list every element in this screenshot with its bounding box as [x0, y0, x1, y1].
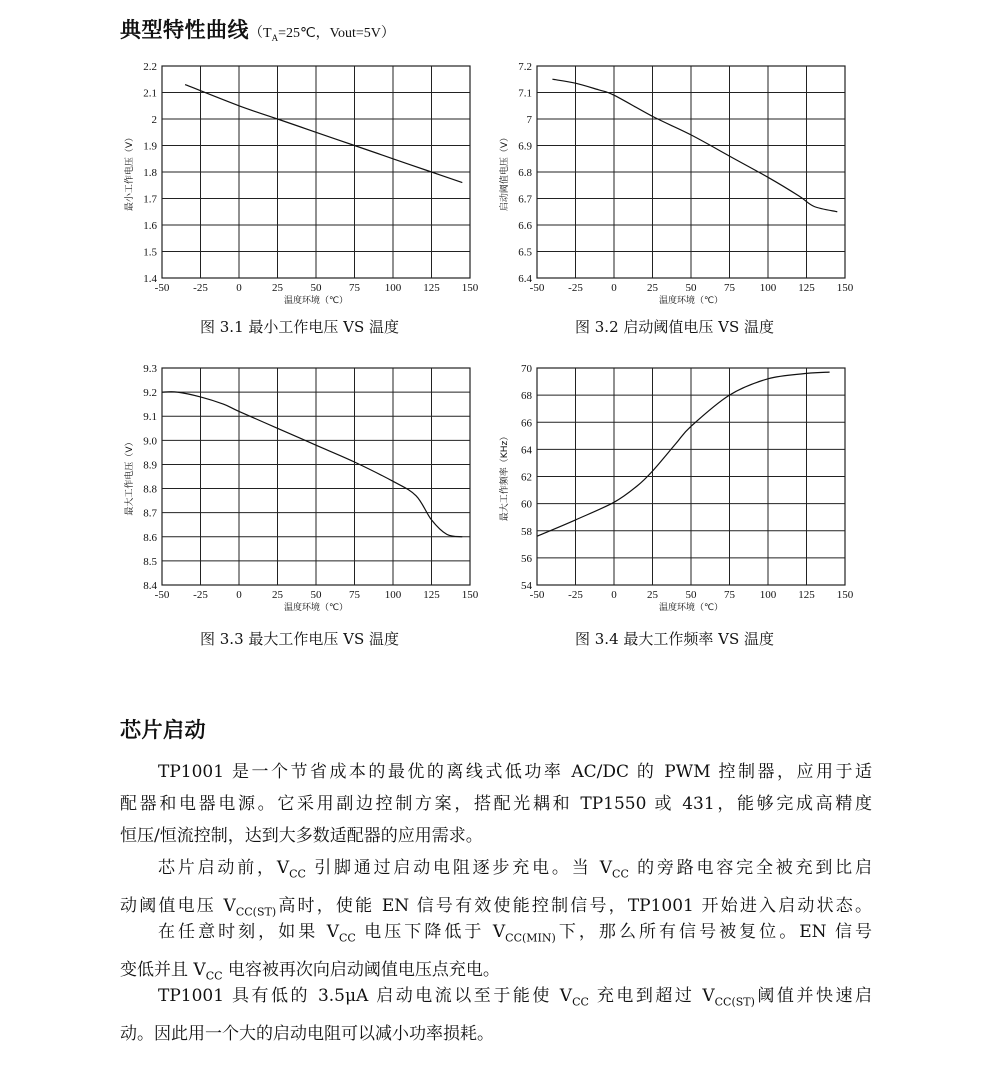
x-tick-label: 0	[236, 589, 242, 601]
x-tick-label: 125	[798, 589, 815, 601]
x-tick-label: -50	[529, 282, 545, 294]
paragraph-4	[120, 980, 872, 1050]
y-tick-label: 7.1	[518, 87, 532, 100]
x-axis-label: 温度环境（℃）	[283, 603, 349, 613]
y-tick-label: 8.7	[143, 507, 157, 520]
paragraph-3-line-2: 变低并且 $V_{CC}$ 电容被再次向启动阈值电压点充电。	[120, 960, 500, 983]
x-tick-label: 75	[724, 589, 735, 601]
y-tick-label: 2	[151, 114, 157, 126]
y-tick-label: 1.6	[143, 220, 157, 232]
x-axis-label: 温度环境（℃）	[658, 296, 724, 306]
test-conditions-note: （$T_A=25℃$，Vout=5V）	[249, 26, 395, 43]
x-tick-label: 0	[611, 589, 617, 601]
x-tick-label: 0	[236, 282, 242, 294]
x-tick-label: 50	[685, 589, 697, 601]
caption-fig-3-4: 图 3.4 最大工作频率 VS 温度	[575, 630, 775, 648]
chart-max-operating-frequency	[495, 360, 875, 615]
x-tick-label: 125	[798, 282, 815, 294]
section-title-chip-startup: 芯片启动	[120, 718, 206, 742]
paragraph-1-line-2: 配器和电器电源。它采用副边控制方案，搭配光耦和 TP1550 或 431，能够完成高精度	[120, 794, 872, 814]
x-tick-label: 125	[423, 589, 440, 601]
caption-fig-3-3: 图 3.3 最大工作电压 VS 温度	[200, 630, 400, 648]
y-tick-label: 1.5	[143, 246, 157, 259]
y-tick-label: 68	[521, 390, 532, 403]
y-tick-label: 70	[521, 363, 532, 375]
y-tick-label: 1.8	[143, 167, 157, 179]
x-tick-label: 25	[647, 589, 658, 601]
x-tick-label: 125	[423, 282, 440, 294]
y-tick-label: 9.3	[143, 363, 157, 375]
caption-fig-3-1: 图 3.1 最小工作电压 VS 温度	[200, 318, 400, 336]
y-tick-label: 6.9	[518, 140, 532, 153]
y-axis-label: 最大工作频率（KHz）	[500, 431, 510, 522]
x-tick-label: 75	[349, 589, 360, 601]
x-tick-label: 100	[759, 589, 777, 601]
chart-max-operating-voltage	[120, 360, 500, 615]
y-tick-label: 60	[521, 498, 532, 511]
y-tick-label: 66	[521, 417, 532, 430]
paragraph-4-line-1: TP1001 具有低的 3.5μA 启动电流以至于能使 $V_{CC}$ 充电到超过 $V_{CC(ST)}$阈值并快速启	[158, 986, 872, 1009]
y-tick-label: 1.4	[143, 273, 157, 285]
paragraph-3-line-1: 在任意时刻，如果 $V_{CC}$ 电压下降低于 $V_{CC(MIN)}$下，那么所有信号被复位。EN 信号	[158, 922, 872, 945]
y-tick-label: 6.4	[518, 273, 532, 285]
x-tick-label: 150	[836, 282, 854, 294]
y-tick-label: 7.2	[518, 61, 532, 73]
x-tick-label: 150	[461, 282, 479, 294]
y-tick-label: 1.7	[143, 193, 157, 206]
x-tick-label: -25	[568, 589, 583, 601]
y-tick-label: 8.4	[143, 580, 157, 592]
paragraph-1-line-1: TP1001 是一个节省成本的最优的离线式低功率 AC/DC 的 PWM 控制器，应用于适	[158, 762, 872, 782]
y-tick-label: 8.5	[143, 555, 157, 568]
y-tick-label: 2.1	[143, 87, 157, 100]
y-tick-label: 2.2	[143, 61, 157, 73]
y-tick-label: 9.0	[143, 435, 157, 448]
y-axis-label: 启动阈值电压（V）	[500, 132, 510, 212]
chart-min-operating-voltage	[120, 58, 500, 308]
x-tick-label: -25	[193, 282, 208, 294]
y-tick-label: 6.7	[518, 193, 532, 206]
y-tick-label: 7	[526, 114, 532, 126]
y-tick-label: 62	[521, 471, 532, 484]
y-tick-label: 64	[521, 444, 532, 457]
x-tick-label: -50	[154, 589, 170, 601]
paragraph-2-line-1: 芯片启动前，$V_{CC}$ 引脚通过启动电阻逐步充电。当 $V_{CC}$ 的旁路电容完全被充到比启	[158, 858, 872, 881]
x-axis-label: 温度环境（℃）	[283, 296, 349, 306]
y-tick-label: 6.5	[518, 246, 532, 259]
y-tick-label: 56	[521, 552, 532, 565]
y-tick-label: 8.9	[143, 459, 157, 472]
x-tick-label: 150	[461, 589, 479, 601]
y-tick-label: 8.8	[143, 483, 157, 496]
y-tick-label: 58	[521, 525, 532, 538]
y-tick-label: 6.8	[518, 167, 532, 179]
x-tick-label: 100	[384, 589, 402, 601]
section-title-typical-curves	[120, 14, 395, 44]
section-title-text: 典型特性曲线	[120, 18, 249, 42]
paragraph-2-line-2: 动阈值电压 $V_{CC(ST)}$高时，使能 EN 信号有效使能控制信号，TP1001 开始进入启动状态。	[120, 896, 872, 919]
y-tick-label: 54	[521, 580, 532, 592]
x-tick-label: 100	[384, 282, 402, 294]
x-tick-label: 50	[310, 589, 322, 601]
caption-fig-3-2: 图 3.2 启动阈值电压 VS 温度	[575, 318, 775, 336]
x-tick-label: -50	[154, 282, 170, 294]
x-tick-label: 75	[724, 282, 735, 294]
paragraph-1-line-3: 恒压/恒流控制，达到大多数适配器的应用需求。	[120, 826, 483, 846]
x-tick-label: -50	[529, 589, 545, 601]
y-tick-label: 9.1	[143, 411, 157, 424]
x-tick-label: -25	[193, 589, 208, 601]
paragraph-4-line-2: 动。因此用一个大的启动电阻可以减小功率损耗。	[120, 1024, 494, 1045]
y-axis-label: 最小工作电压（V）	[125, 132, 135, 212]
y-axis-label: 最大工作电压（V）	[125, 437, 135, 516]
y-tick-label: 9.2	[143, 387, 157, 400]
paragraph-1	[120, 756, 872, 852]
x-tick-label: 25	[272, 589, 283, 601]
y-tick-label: 8.6	[143, 531, 157, 544]
x-tick-label: 150	[836, 589, 854, 601]
x-tick-label: 100	[759, 282, 777, 294]
x-tick-label: 0	[611, 282, 617, 294]
x-tick-label: 50	[685, 282, 697, 294]
x-axis-label: 温度环境（℃）	[658, 603, 724, 613]
y-tick-label: 1.9	[143, 140, 157, 153]
x-tick-label: 50	[310, 282, 322, 294]
x-tick-label: -25	[568, 282, 583, 294]
chart-startup-threshold-voltage	[495, 58, 875, 308]
x-tick-label: 75	[349, 282, 360, 294]
x-tick-label: 25	[272, 282, 283, 294]
y-tick-label: 6.6	[518, 220, 532, 232]
x-tick-label: 25	[647, 282, 658, 294]
